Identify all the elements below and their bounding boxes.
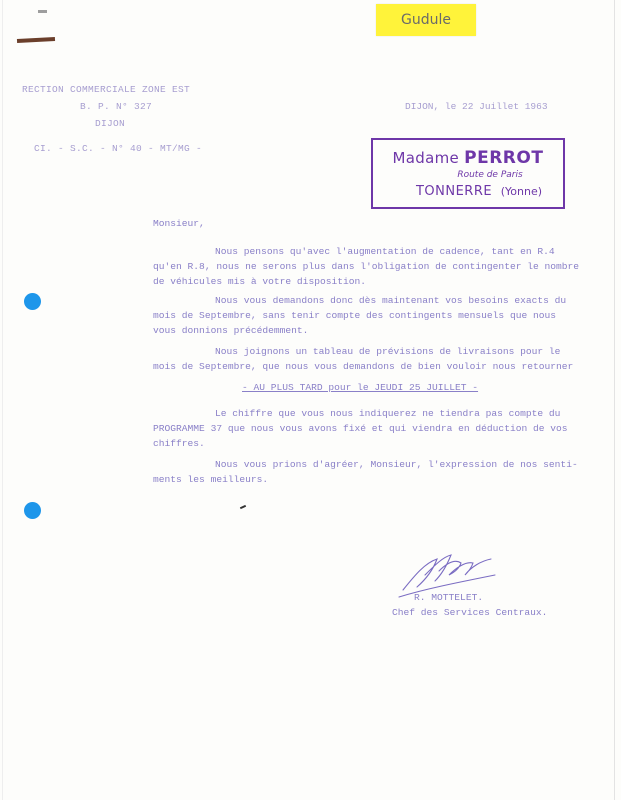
- signatory-title: Chef des Services Centraux.: [392, 607, 548, 618]
- paragraph-1-line-2: qu'en R.8, nous ne serons plus dans l'obligation de contingenter le nombre: [153, 261, 580, 272]
- closing-line-1: Nous vous prions d'agréer, Monsieur, l'expression de nos senti-: [215, 459, 578, 470]
- sticky-note-text: Gudule: [401, 12, 451, 28]
- punch-hole-bottom: [24, 502, 41, 519]
- paragraph-4-line-2: PROGRAMME 37 que nous vous avons fixé et qui viendra en déduction de vos: [153, 423, 568, 434]
- stamp-city: TONNERRE: [415, 184, 493, 199]
- stamp-title: Madame: [392, 149, 460, 167]
- paragraph-1-line-1: Nous pensons qu'avec l'augmentation de cadence, tant en R.4: [215, 246, 555, 257]
- ink-tick-mark: [240, 505, 246, 509]
- sender-department: RECTION COMMERCIALE ZONE EST: [22, 84, 191, 95]
- ink-stroke: [17, 37, 55, 43]
- paragraph-4-line-3: chiffres.: [153, 438, 205, 449]
- closing-line-2: ments les meilleurs.: [153, 474, 269, 485]
- letter-date: DIJON, le 22 Juillet 1963: [405, 101, 548, 112]
- recipient-stamp: [371, 138, 565, 209]
- paragraph-1-line-3: de véhicules mis à votre disposition.: [153, 276, 367, 287]
- salutation: Monsieur,: [153, 218, 205, 229]
- signatory-name: R. MOTTELET.: [414, 592, 484, 603]
- paragraph-3-line-1: Nous joignons un tableau de prévisions de livraisons pour le: [215, 346, 561, 357]
- stamp-city-line: [373, 184, 563, 199]
- stamp-region: (Yonne): [500, 185, 543, 198]
- page-edge-left: [2, 0, 3, 800]
- sender-reference: CI. - S.C. - N° 40 - MT/MG -: [34, 143, 203, 154]
- sticky-note: [376, 4, 476, 36]
- pencil-mark: [38, 10, 47, 13]
- paragraph-4-line-1: Le chiffre que vous nous indiquerez ne tiendra pas compte du: [215, 408, 561, 419]
- paragraph-2-line-2: mois de Septembre, sans tenir compte des contingents mensuels que nous: [153, 310, 557, 321]
- paragraph-2-line-1: Nous vous demandons donc dès maintenant vos besoins exacts du: [215, 295, 567, 306]
- paragraph-2-line-3: vous donnions précédemment.: [153, 325, 309, 336]
- sender-po-box: B. P. N° 327: [80, 101, 153, 112]
- page-edge-right: [614, 0, 615, 800]
- paragraph-3-line-2: mois de Septembre, que nous vous demandons de bien vouloir nous retourner: [153, 361, 574, 372]
- sender-city: DIJON: [95, 118, 126, 129]
- stamp-surname: PERROT: [464, 148, 544, 168]
- stamp-street: Route de Paris: [457, 170, 523, 180]
- punch-hole-top: [24, 293, 41, 310]
- deadline-line: - AU PLUS TARD pour le JEUDI 25 JUILLET -: [242, 382, 479, 393]
- stamp-recipient-name: [373, 148, 563, 168]
